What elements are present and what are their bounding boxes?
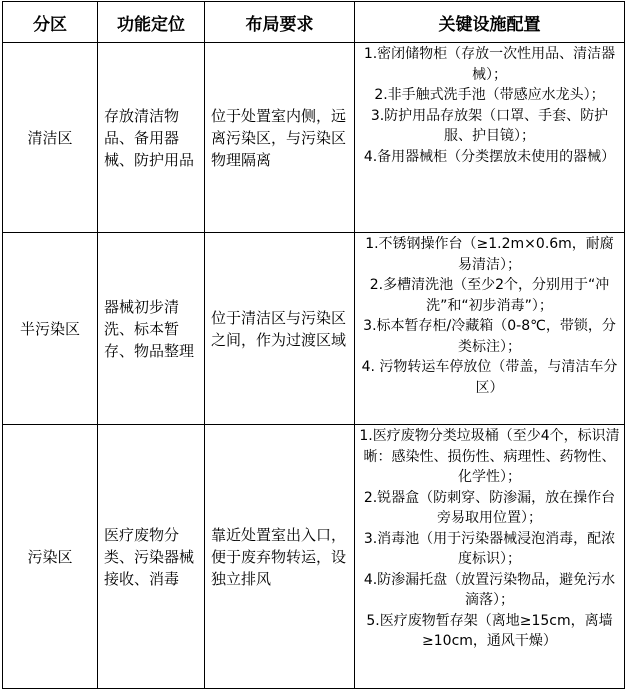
header-function: 功能定位 <box>98 2 205 43</box>
function-cell: 存放清洁物品、备用器械、防护用品 <box>98 43 205 233</box>
facilities-cell <box>355 43 625 233</box>
facility-item: 1.密闭储物柜（存放一次性用品、清洁器械）； <box>363 46 616 83</box>
facility-item: 1.医疗废物分类垃圾桶（至少4个，标识清晰：感染性、损伤性、病理性、药物性、化学性）； <box>359 428 620 485</box>
layout-cell: 位于处置室内侧，远离污染区，与污染区物理隔离 <box>205 43 355 233</box>
layout-cell: 靠近处置室出入口，便于废弃物转运，设独立排风 <box>205 425 355 689</box>
zone-config-table <box>2 1 625 689</box>
header-row <box>3 2 625 43</box>
zone-cell: 半污染区 <box>3 233 98 425</box>
table-row <box>3 425 625 689</box>
facility-item: 4.防渗漏托盘（放置污染物品，避免污水滴落）； <box>363 571 616 608</box>
function-cell: 医疗废物分类、污染器械接收、消毒 <box>98 425 205 689</box>
layout-cell: 位于清洁区与污染区之间，作为过渡区域 <box>205 233 355 425</box>
facilities-cell <box>355 425 625 689</box>
header-layout: 布局要求 <box>205 2 355 43</box>
facility-item: 1.不锈钢操作台（≥1.2m×0.6m，耐腐易清洁）； <box>365 236 614 273</box>
facility-item: 4. 污物转运车停放位（带盖，与清洁车分区） <box>361 359 618 396</box>
function-cell: 器械初步清洗、标本暂存、物品整理 <box>98 233 205 425</box>
facility-item: 5.医疗废物暂存架（离地≥15cm，离墙≥10cm，通风干燥） <box>366 612 613 649</box>
table-row <box>3 233 625 425</box>
header-facilities: 关键设施配置 <box>355 2 625 43</box>
facility-item: 2.多槽清洗池（至少2个，分别用于“冲洗”和“初步消毒”）； <box>369 277 610 314</box>
facility-item: 3.消毒池（用于污染器械浸泡消毒，配浓度标识）； <box>363 530 616 567</box>
table-row <box>3 43 625 233</box>
facility-item: 4.备用器械柜（分类摆放未使用的器械） <box>363 148 616 165</box>
zone-cell: 清洁区 <box>3 43 98 233</box>
facility-item: 3.防护用品存放架（口罩、手套、防护服、护目镜）； <box>370 107 609 144</box>
facility-item: 2.非手触式洗手池（带感应水龙头）； <box>374 87 605 103</box>
header-zone: 分区 <box>3 2 98 43</box>
facility-item: 3.标本暂存柜/冷藏箱（0-8℃，带锁，分类标注）； <box>363 318 616 355</box>
facilities-cell <box>355 233 625 425</box>
zone-cell: 污染区 <box>3 425 98 689</box>
facility-item: 2.锐器盒（防刺穿、防渗漏，放在操作台旁易取用位置）； <box>363 489 616 526</box>
